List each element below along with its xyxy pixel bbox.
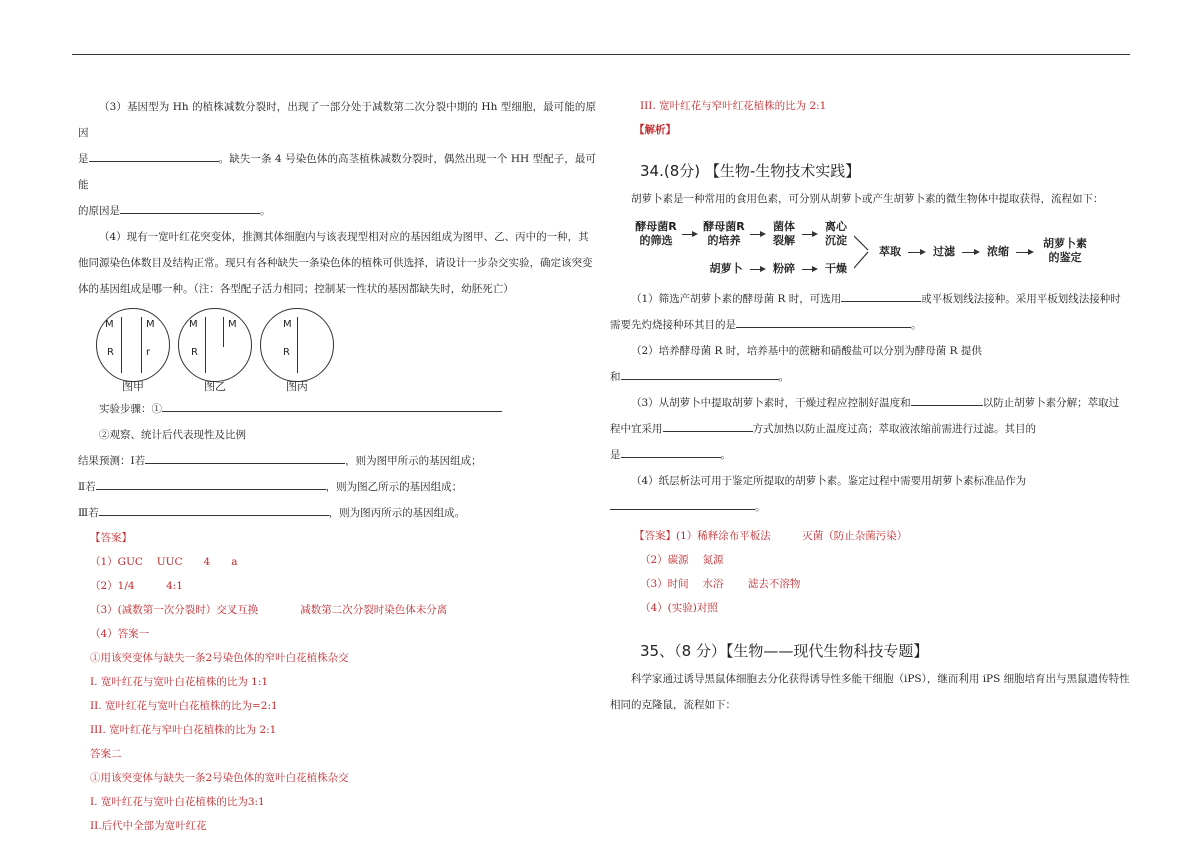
flow-box: 萃取 xyxy=(879,245,901,258)
flow-box: 浓缩 xyxy=(987,245,1009,258)
q3-line2: 程中宜采用 方式加热以防止温度过高；萃取液浓缩前需进行过滤。其目的 xyxy=(610,416,1130,442)
q2-line1: （2）培养酵母菌 R 时，培养基中的蔗糖和硝酸盐可以分别为酵母菌 R 提供 xyxy=(631,345,982,357)
q3-line3: 的原因是 。 xyxy=(78,198,596,224)
flow-arrow xyxy=(750,234,764,235)
q3-line1: （3）从胡萝卜中提取胡萝卜素时，干燥过程应控制好温度和 以防止胡萝卜素分解；萃取过 xyxy=(610,390,1130,416)
chromosome-figures xyxy=(78,308,596,392)
q3-line3: 是 。 xyxy=(610,442,1130,468)
answer-line: I. 宽叶红花与宽叶白花植株的比为3:1 xyxy=(90,796,265,808)
answer-line: ①用该突变体与缺失一条2号染色体的窄叶白花植株杂交 xyxy=(90,652,349,664)
answer-blank xyxy=(841,289,921,302)
answer-blank xyxy=(120,201,260,214)
flow-box: 离心 沉淀 xyxy=(825,220,847,247)
answer-line: I. 宽叶红花与宽叶白花植株的比为 1:1 xyxy=(90,676,269,688)
answer-blank xyxy=(162,399,502,412)
answer-line: （2）1/4 4:1 xyxy=(90,580,183,592)
q35-line1: 科学家通过诱导黑鼠体细胞去分化获得诱导性多能干细胞（iPS），继而利用 iPS 细胞培育出与黑鼠遗传特性 xyxy=(631,673,1130,685)
q4-line3: 体的基因组成是哪一种。（注：各型配子活力相同；控制某一性状的基因都缺失时，幼胚死亡） xyxy=(78,283,514,295)
answer-line: （4）答案一 xyxy=(90,628,150,640)
q35-title: 35、（8 分）【生物——现代生物科技专题】 xyxy=(640,642,929,660)
cell-label: 图乙 xyxy=(204,380,226,393)
answer-blank xyxy=(610,497,755,510)
q4-line1: （4）纸层析法可用于鉴定所提取的胡萝卜素。鉴定过程中需要用胡萝卜素标准品作为 xyxy=(631,475,1027,487)
flow-arrow xyxy=(802,234,816,235)
answer-line: （1）GUC UUC 4 a xyxy=(90,556,238,568)
merge-arrows xyxy=(854,228,870,272)
cell-label: 图丙 xyxy=(286,380,308,393)
flow-box: 酵母菌R 的培养 xyxy=(703,220,745,247)
answer-tag: 【答案】 xyxy=(90,532,132,544)
step1: 实验步骤：① xyxy=(78,396,596,422)
step2: ②观察、统计后代表现性及比例 xyxy=(99,429,246,441)
right-column xyxy=(610,94,1130,718)
cell-jia: M M R r xyxy=(96,308,170,382)
answer-blank xyxy=(145,451,345,464)
cell-label: 图甲 xyxy=(122,380,144,393)
q34-title: 34.(8分) 【生物-生物技术实践】 xyxy=(640,162,861,180)
flow-arrow xyxy=(1016,252,1032,253)
q3-line1: （3）基因型为 Hh 的植株减数分裂时，出现了一部分处于减数第二次分裂中期的 Hh 型细胞，最可能的原因 xyxy=(78,101,596,139)
flow-box: 酵母菌R 的筛选 xyxy=(635,220,677,247)
q1-line2: 需要先灼烧接种环其目的是 。 xyxy=(610,312,1130,338)
q35-line2: 相同的克隆鼠，流程如下： xyxy=(610,699,736,711)
answer-line: III. 宽叶红花与窄叶白花植株的比为 2:1 xyxy=(90,724,277,736)
answer-blank xyxy=(96,477,326,490)
cell-yi: M M R xyxy=(178,308,252,382)
answer-blank xyxy=(621,445,721,458)
answer-blank xyxy=(911,393,983,406)
flow-arrow xyxy=(802,269,816,270)
flow-box: 粉碎 xyxy=(773,262,795,275)
flow-box: 干燥 xyxy=(825,262,847,275)
result2: Ⅱ若 ，则为图乙所示的基因组成； xyxy=(78,474,596,500)
flow-arrow xyxy=(908,252,924,253)
answer-line: （3）时间 水浴 滤去不溶物 xyxy=(640,578,801,590)
answer-blank xyxy=(89,149,219,162)
q3-line2: 是 。缺失一条 4 号染色体的高茎植株减数分裂时，偶然出现一个 HH 型配子，最可能 xyxy=(78,146,596,198)
flow-arrow xyxy=(750,269,764,270)
flowchart xyxy=(610,218,1130,280)
flow-box: 胡萝卜 xyxy=(709,262,743,275)
q34-intro: 胡萝卜素是一种常用的食用色素，可分别从胡萝卜或产生胡萝卜素的微生物体中提取获得，流程如下： xyxy=(631,193,1104,205)
answer-line: ①用该突变体与缺失一条2号染色体的宽叶白花植株杂交 xyxy=(90,772,349,784)
result3: Ⅲ若 ，则为图丙所示的基因组成。 xyxy=(78,500,596,526)
flow-box: 过滤 xyxy=(933,245,955,258)
answer-line: （3）(减数第一次分裂时）交叉互换 减数第二次分裂时染色体未分离 xyxy=(90,604,448,616)
answer-blank xyxy=(736,315,911,328)
q4-line2: 他同源染色体数目及结构正常。现只有各种缺失一条染色体的植株可供选择，请设计一步杂交实验，确定该突变 xyxy=(78,257,593,269)
answer-blank xyxy=(99,503,329,516)
answer-blank xyxy=(663,419,753,432)
top-answer: III. 宽叶红花与窄叶红花植株的比为 2:1 xyxy=(640,100,827,112)
q4-line2: 。 xyxy=(610,494,1130,520)
header-rule xyxy=(72,54,1130,55)
q1-line1: （1）筛选产胡萝卜素的酵母菌 R 时，可选用 或平板划线法接种。采用平板划线法接种时 xyxy=(610,286,1130,312)
flow-box: 胡萝卜素 的鉴定 xyxy=(1043,237,1087,264)
answer-blank xyxy=(621,367,779,380)
answer-line: （4）(实验)对照 xyxy=(640,602,718,614)
answer-line: 【答案】(1）稀释涂布平板法 灭菌（防止杂菌污染） xyxy=(634,530,908,542)
q4-line1: （4）现有一宽叶红花突变体，推测其体细胞内与该表现型相对应的基因组成为图甲、乙、丙中的一种，其 xyxy=(99,231,589,243)
left-column xyxy=(78,94,596,838)
cell-bing: M R xyxy=(260,308,334,382)
answer-line: （2）碳源 氮源 xyxy=(640,554,724,566)
flow-arrow xyxy=(962,252,978,253)
answer-line: II. 宽叶红花与宽叶白花植株的比为=2:1 xyxy=(90,700,278,712)
flow-box: 菌体 裂解 xyxy=(773,220,795,247)
result1: 结果预测：Ⅰ若 ，则为图甲所示的基因组成； xyxy=(78,448,596,474)
flow-arrow xyxy=(682,234,696,235)
answer-line: II.后代中全部为宽叶红花 xyxy=(90,820,207,832)
analysis-tag: 【解析】 xyxy=(634,124,676,136)
q2-line2: 和 。 xyxy=(610,364,1130,390)
answer-line: 答案二 xyxy=(90,748,122,760)
